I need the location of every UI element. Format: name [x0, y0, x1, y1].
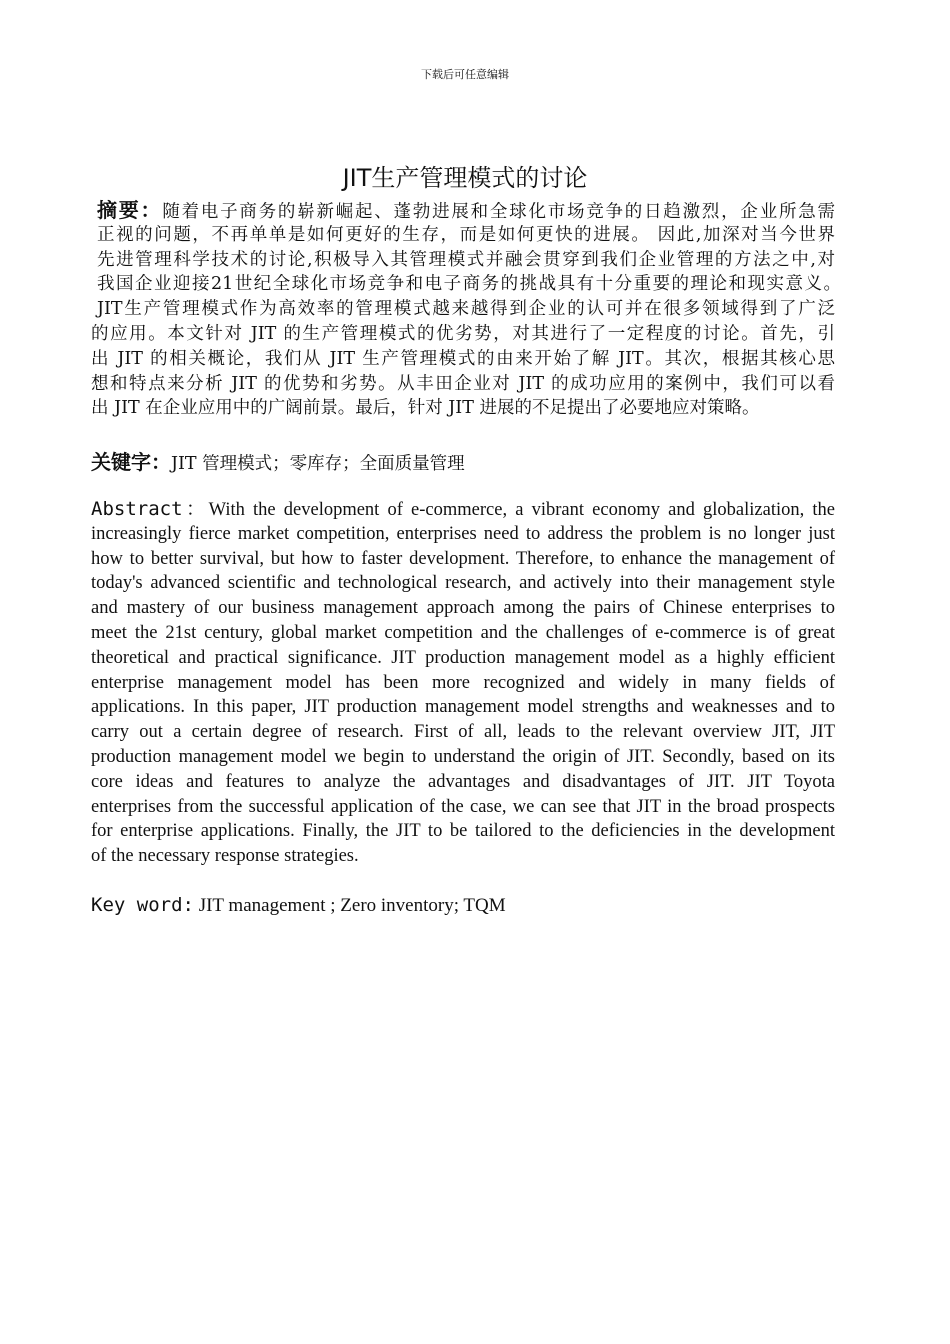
paragraph-line	[91, 671, 835, 696]
document-title: JIT生产管理模式的讨论	[342, 164, 588, 192]
line-text: With the development of e-commerce, a vibrant economy and globalization, the	[208, 500, 836, 520]
line-text: 正视的问题，不再单单是如何更好的生存，而是如何更快的进展。 因此,加深对当今世界	[97, 224, 835, 245]
paragraph-line	[91, 372, 835, 397]
keywords-cn-text: JIT 管理模式；零库存；全面质量管理	[171, 454, 465, 474]
line-text: enterprises from the successful application of the case, we can see that JIT in the broad prospects	[91, 796, 835, 817]
keywords-cn	[91, 446, 835, 475]
line-text: 先进管理科学技术的讨论,积极导入其管理模式并融会贯穿到我们企业管理的方法之中,对	[97, 249, 835, 270]
line-text: today's advanced scientific and technological research, and actively into their management style	[91, 573, 835, 594]
line-text: and mastery of our business management approach among the pairs of Chinese enterprises to	[91, 598, 835, 619]
line-text: theoretical and practical significance. JIT production management model as a highly efficient	[91, 647, 835, 668]
line-text: 出 JIT 在企业应用中的广阔前景。最后，针对 JIT 进展的不足提出了必要地应对策略。	[91, 398, 760, 419]
paragraph-line	[91, 248, 835, 273]
line-text: 的应用。本文针对 JIT 的生产管理模式的优劣势，对其进行了一定程度的讨论。首先，引	[91, 323, 835, 344]
paragraph-line	[91, 522, 835, 547]
paragraph-line	[91, 198, 835, 223]
paragraph-line	[91, 621, 835, 646]
line-text: JIT生产管理模式作为高效率的管理模式越来越得到企业的认可并在很多领域得到了广泛	[97, 299, 835, 320]
line-text: increasingly fierce market competition, enterprises need to address the problem is no longer just	[91, 523, 835, 544]
paragraph-line	[91, 646, 835, 671]
abstract-label: Abstract：	[91, 498, 209, 520]
paragraph-line	[91, 596, 835, 621]
line-text: meet the 21st century, global market competition and the challenges of e-commerce is of great	[91, 622, 835, 643]
keywords-en	[91, 894, 835, 917]
line-text: for enterprise applications. Finally, the JIT to be tailored to the deficiencies in the development	[91, 821, 835, 842]
line-text: enterprise management model has been more recognized and widely in many fields of	[91, 672, 835, 693]
line-text: 出 JIT 的相关概论，我们从 JIT 生产管理模式的由来开始了解 JIT。其次，根据其核心思	[91, 348, 835, 369]
paragraph-line	[91, 770, 835, 795]
line-text: how to better survival, but how to faster development. Therefore, to enhance the management of	[91, 548, 835, 569]
abstract-en	[91, 497, 835, 869]
paragraph-line	[91, 297, 835, 322]
keywords-en-label: Key word:	[91, 894, 194, 916]
line-text: applications. In this paper, JIT production management model strengths and weaknesses and to	[91, 697, 835, 718]
line-text: 想和特点来分析 JIT 的优势和劣势。从丰田企业对 JIT 的成功应用的案例中，我们可以看	[91, 373, 835, 394]
keywords-cn-label: 关键字：	[91, 450, 171, 474]
paragraph-line	[91, 844, 835, 869]
paragraph-line	[91, 223, 835, 248]
abstract-label: 摘要：	[97, 198, 163, 222]
paragraph-line	[91, 497, 835, 522]
line-text: 随着电子商务的崭新崛起、蓬勃进展和全球化市场竞争的日趋激烈，企业所急需	[162, 202, 835, 222]
line-text: carry out a certain degree of research. First of all, leads to the relevant overview JIT, JIT	[91, 722, 835, 743]
keywords-en-text: JIT management ; Zero inventory; TQM	[198, 895, 506, 916]
paragraph-line	[91, 795, 835, 820]
paragraph-line	[91, 347, 835, 372]
paragraph-line	[91, 819, 835, 844]
line-text: 我国企业迎接21世纪全球化市场竞争和电子商务的挑战具有十分重要的理论和现实意义。	[97, 274, 841, 295]
paragraph-line	[91, 745, 835, 770]
line-text: production management model we begin to understand the origin of JIT. Secondly, based on its	[91, 746, 835, 767]
paragraph-line	[91, 272, 841, 297]
paragraph-line	[91, 571, 835, 596]
abstract-cn	[91, 198, 841, 421]
paragraph-line	[91, 695, 835, 720]
paragraph-line	[91, 396, 835, 421]
paragraph-line	[91, 322, 835, 347]
line-text: core ideas and features to analyze the advantages and disadvantages of JIT. JIT Toyota	[91, 771, 835, 792]
paragraph-line	[91, 720, 835, 745]
line-text: of the necessary response strategies.	[91, 846, 359, 867]
page-header: 下载后可任意编辑	[421, 68, 509, 81]
paragraph-line	[91, 547, 835, 572]
